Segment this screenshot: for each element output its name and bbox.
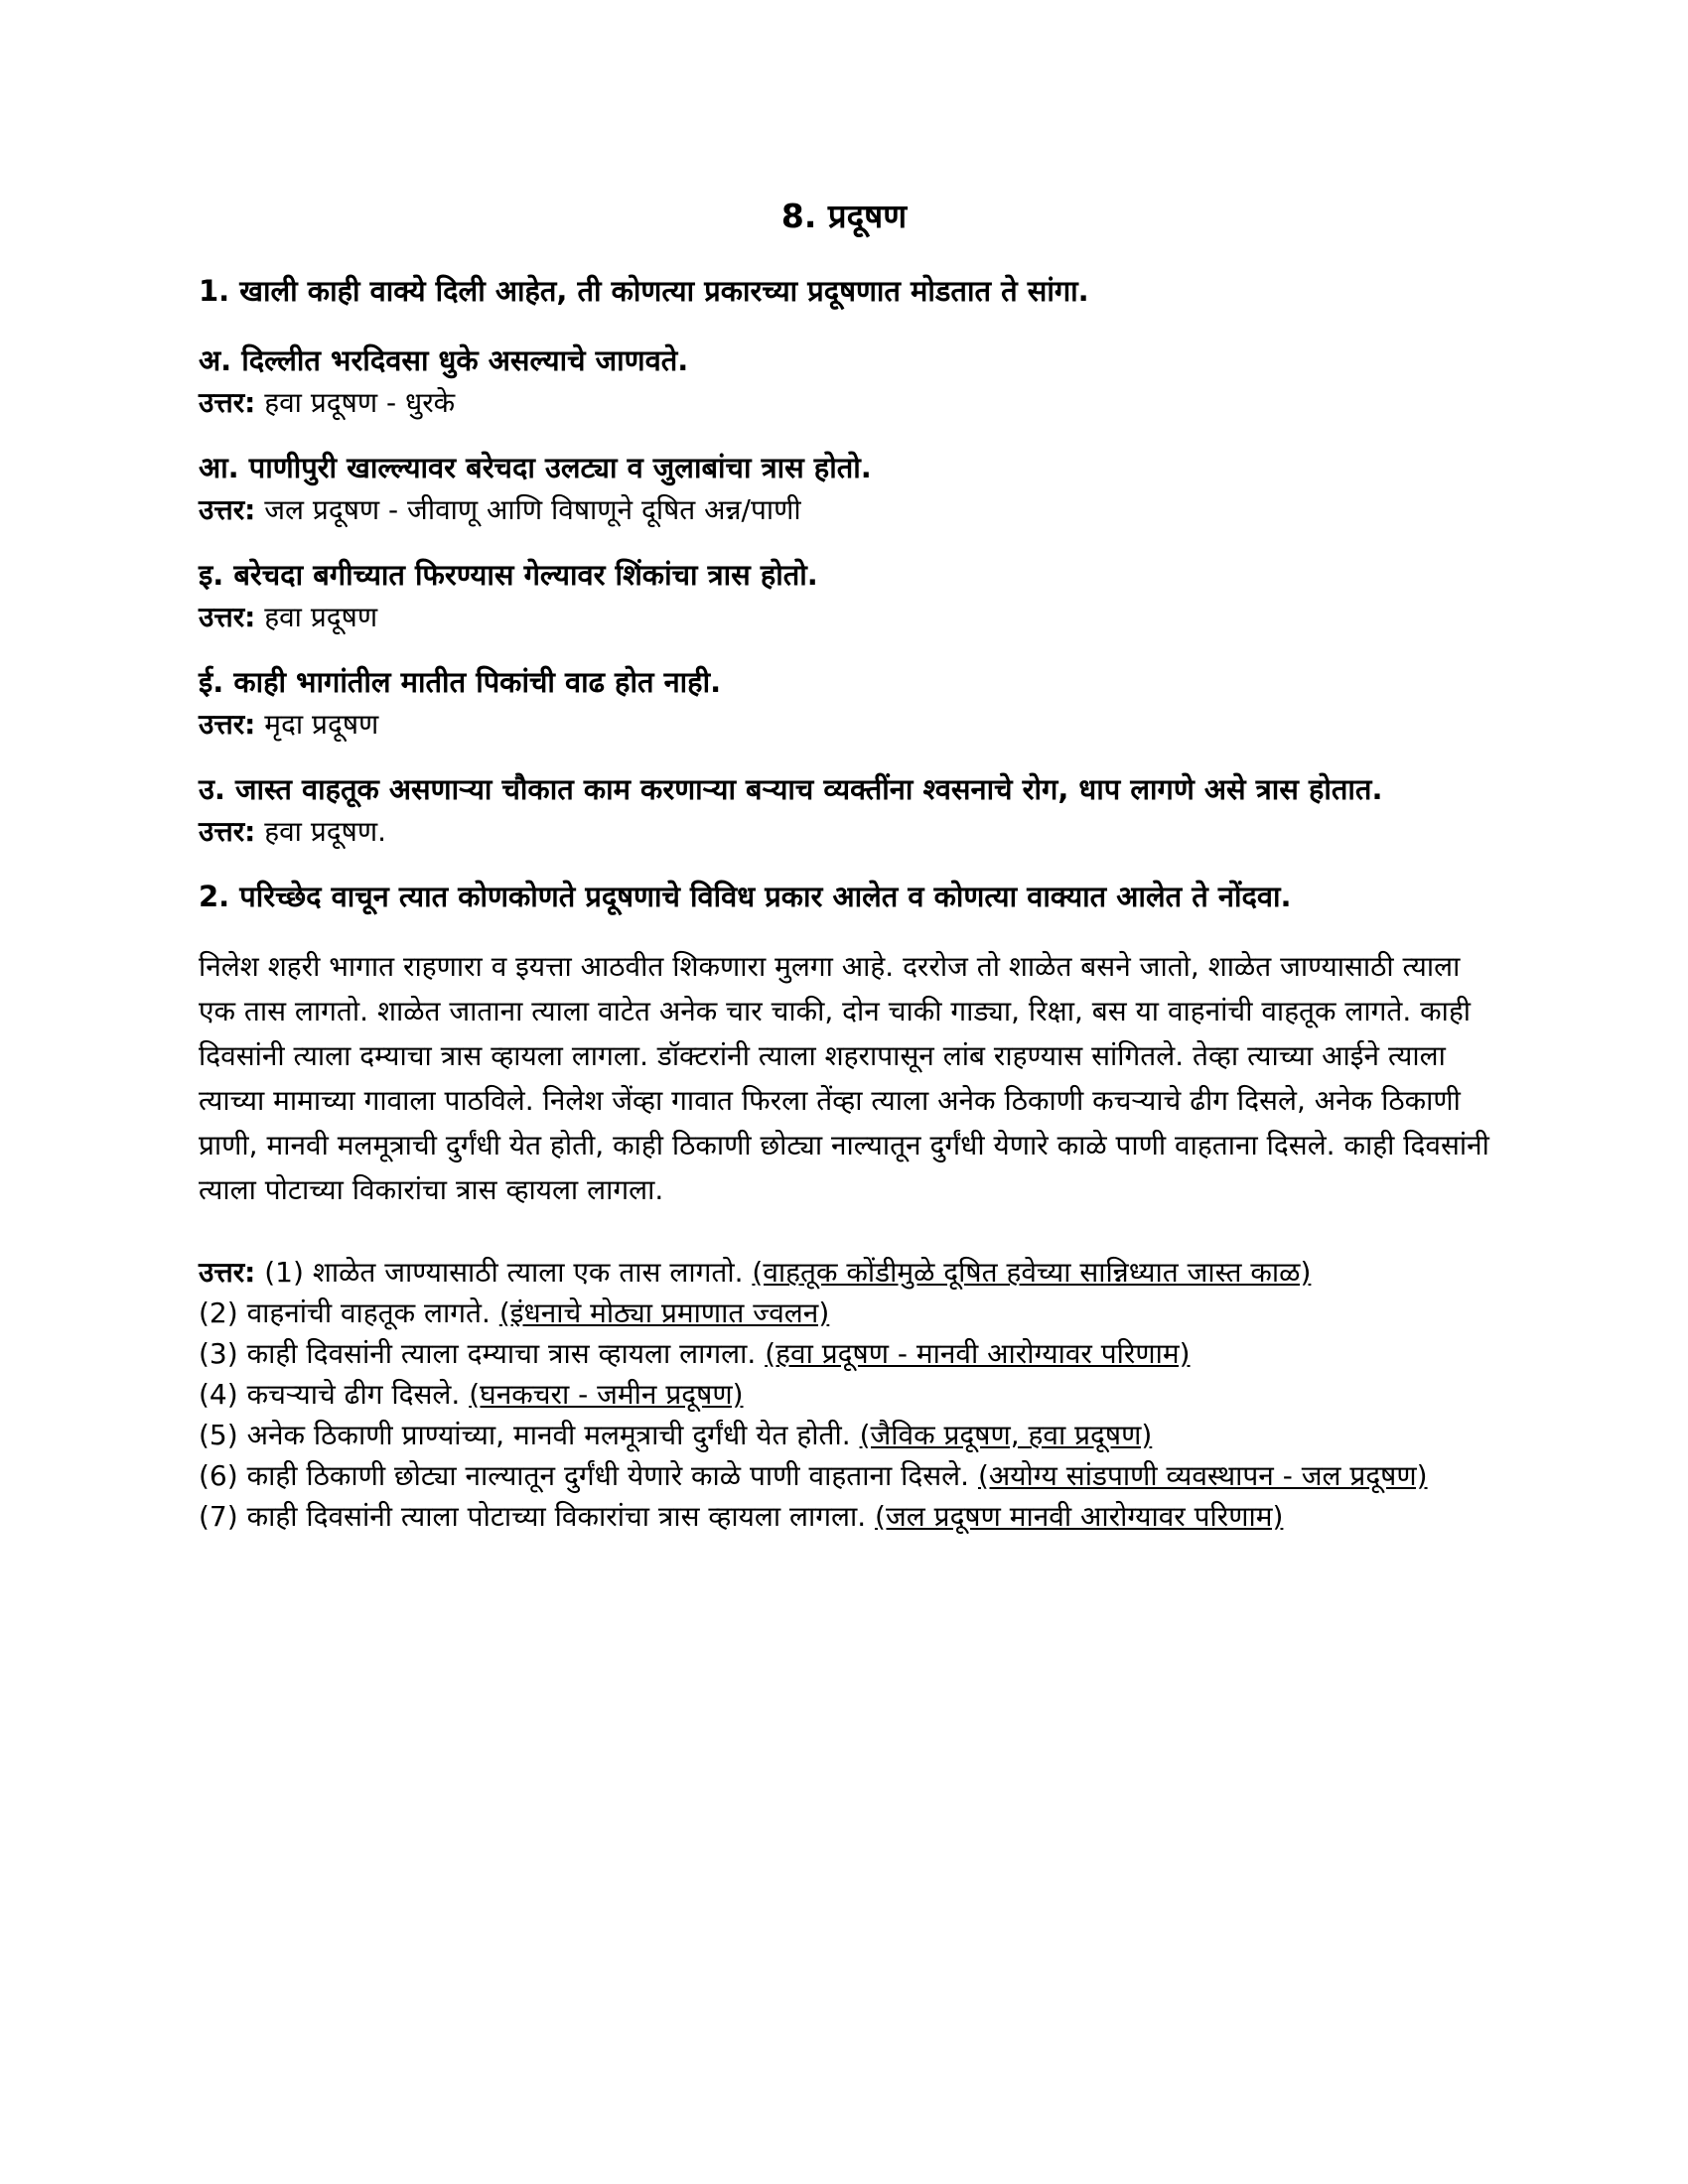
question-item [199,660,1489,746]
answer-number: (2) [199,1297,238,1329]
answer-note: (जैविक प्रदूषण, हवा प्रदूषण) [859,1419,1153,1451]
answer-text: शाळेत जाण्यासाठी त्याला एक तास लागतो. [312,1256,744,1289]
answer-text: कचऱ्याचे ढीग दिसले. [246,1378,461,1411]
answer-label: उत्तर: [199,708,256,741]
question-2-heading: 2. परिच्छेद वाचून त्यात कोणकोणते प्रदूषणाचे विविध प्रकार आलेत व कोणत्या वाक्यात आलेत ते नोंदवा. [199,880,1292,913]
answer-line [199,1252,1489,1293]
answer-label: उत्तर: [199,493,256,526]
sub-question: आ. पाणीपुरी खाल्ल्यावर बरेचदा उलट्या व जुलाबांचा त्रास होतो. [199,451,872,484]
page-title: 8. प्रदूषण [780,197,908,235]
answer-note: (घनकचरा - जमीन प्रदूषण) [469,1378,744,1411]
answer-note: (वाहतूक कोंडीमुळे दूषित हवेच्या सान्निध्यात जास्त काळ) [752,1256,1312,1289]
question-2-section [199,875,1489,1537]
question-item [199,767,1489,853]
answer-text: मृदा प्रदूषण [264,708,379,741]
answer-text: काही ठिकाणी छोट्या नाल्यातून दुर्गंधी येणारे काळे पाणी वाहताना दिसले. [246,1459,970,1492]
sub-answer [199,597,1489,638]
sub-answer [199,382,1489,424]
answer-line [199,1293,1489,1333]
answer-number: (5) [199,1419,238,1451]
answer-text: वाहनांची वाहतूक लागते. [246,1297,491,1329]
answer-label: उत्तर: [199,601,256,633]
answer-text: हवा प्रदूषण - धुरके [264,386,456,419]
answer-number: (4) [199,1378,238,1411]
answer-line [199,1455,1489,1496]
answer-label: उत्तर: [199,815,256,848]
answer-note: (हवा प्रदूषण - मानवी आरोग्यावर परिणाम) [765,1337,1191,1370]
answer-text: अनेक ठिकाणी प्राण्यांच्या, मानवी मलमूत्राची दुर्गंधी येत होती. [246,1419,851,1451]
answer-line [199,1415,1489,1455]
document-page [199,194,1489,1537]
question-item [199,553,1489,638]
sub-answer [199,811,1489,853]
question-1-section [199,269,1489,853]
answer-line [199,1496,1489,1537]
passage: निलेश शहरी भागात राहणारा व इयत्ता आठवीत शिकणारा मुलगा आहे. दररोज तो शाळेत बसने जातो, शाळेत जाण्यासाठी त्याला एक तास लागतो. शाळेत जाताना त्याला वाटेत अनेक चार चाकी, दोन चाकी गाड्या, रिक्षा, बस या वाहनांची वाहतूक लागते. काही दिवसांनी त्याला दम्याचा त्रास व्हायला लागला. डॉक्टरांनी त्याला शहरापासून लांब राहण्यास सांगितले. तेव्हा त्याच्या आईने त्याला त्याच्या मामाच्या गावाला पाठविले. निलेश जेंव्हा गावात फिरला तेंव्हा त्याला अनेक ठिकाणी कचऱ्याचे ढीग दिसले, अनेक ठिकाणी प्राणी, मानवी मलमूत्राची दुर्गंधी येत होती, काही ठिकाणी छोट्या नाल्यातून दुर्गंधी येणारे काळे पाणी वाहताना दिसले. काही दिवसांनी त्याला पोटाच्या विकारांचा त्रास व्हायला लागला. [199,950,1489,1206]
question-item [199,339,1489,424]
sub-question: अ. दिल्लीत भरदिवसा धुके असल्याचे जाणवते. [199,343,689,377]
question-item [199,446,1489,531]
answer-text: काही दिवसांनी त्याला पोटाच्या विकारांचा त्रास व्हायला लागला. [246,1500,867,1533]
answer-label: उत्तर: [199,1256,256,1289]
sub-answer [199,489,1489,531]
answer-text: हवा प्रदूषण [264,601,378,633]
question-1-heading: 1. खाली काही वाक्ये दिली आहेत, ती कोणत्या प्रकारच्या प्रदूषणात मोडतात ते सांगा. [199,274,1089,308]
answer-text: काही दिवसांनी त्याला दम्याचा त्रास व्हायला लागला. [246,1337,757,1370]
answer-text: हवा प्रदूषण. [264,815,386,848]
answer-line [199,1333,1489,1374]
answer-list [199,1252,1489,1537]
sub-question: उ. जास्त वाहतूक असणाऱ्या चौकात काम करणाऱ्या बऱ्याच व्यक्तींना श्वसनाचे रोग, धाप लागणे असे त्रास होतात. [199,772,1383,806]
answer-note: (अयोग्य सांडपाणी व्यवस्थापन - जल प्रदूषण) [977,1459,1428,1492]
answer-note: (जल प्रदूषण मानवी आरोग्यावर परिणाम) [875,1500,1284,1533]
answer-note: (इंधनाचे मोठ्या प्रमाणात ज्वलन) [498,1297,830,1329]
sub-question: इ. बरेचदा बगीच्यात फिरण्यास गेल्यावर शिंकांचा त्रास होतो. [199,558,818,592]
answer-number: (7) [199,1500,238,1533]
sub-answer [199,704,1489,746]
answer-label: उत्तर: [199,386,256,419]
answer-number: (1) [264,1256,304,1289]
sub-question: ई. काही भागांतील मातीत पिकांची वाढ होत नाही. [199,665,722,699]
answer-number: (6) [199,1459,238,1492]
answer-text: जल प्रदूषण - जीवाणू आणि विषाणूने दूषित अन्न/पाणी [264,493,801,526]
answer-number: (3) [199,1337,238,1370]
answer-line [199,1374,1489,1415]
